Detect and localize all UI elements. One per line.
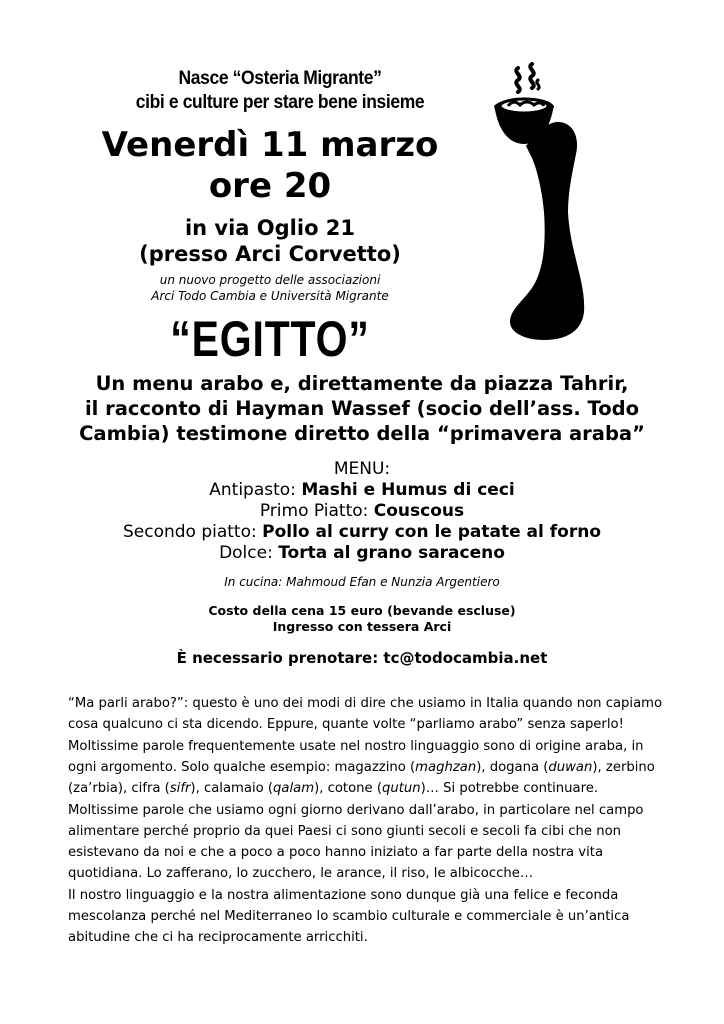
menu-item [20,480,704,502]
article-line [68,927,668,948]
article-text-segment: mescolanza perché nel Mediterraneo lo scambio culturale e commerciale è un’antica [68,909,630,924]
article-line [68,714,668,735]
steam-icon [537,80,539,89]
menu-course: Dolce: [219,543,279,563]
project-line-2: Arci Todo Cambia e Università Migrante [151,289,389,303]
entry-requirement: Ingresso con tessera Arci [272,619,452,634]
article-text-segment: Moltissime parole che usiamo ogni giorno derivano dall’arabo, in particolare nel campo [68,802,644,818]
menu-dish: Pollo al curry con le patate al forno [262,522,602,542]
steam-icon [530,64,533,88]
event-date: Venerdì 11 marzo [101,125,439,165]
article-line [68,906,668,927]
arabic-word: qalam [273,781,315,797]
article-text-segment: ogni argomento. Solo qualche esempio: magazzino ( [68,759,416,775]
article-line [68,736,668,757]
waiter-bowl-illustration [488,62,588,342]
article-text-segment: Moltissime parole frequentemente usate nel nostro linguaggio sono di origine araba, in [68,738,644,754]
arabic-word: qutun [381,781,421,797]
article-text-segment: Il nostro linguaggio e la nostra alimentazione sono dunque già una felice e feconda [68,887,619,903]
article-text-segment: “Ma parli arabo?”: questo è uno dei modi di dire che usiamo in Italia quando non capiamo [68,696,663,711]
menu-item [20,522,704,544]
article-text-segment: alimentare perché proprio da quei Paesi ci sono giunti secoli e secoli fa cibi che non [68,823,622,839]
menu-dish: Torta al grano saraceno [278,543,505,563]
event-venue: (presso Arci Corvetto) [139,242,401,266]
event-time: ore 20 [208,166,332,206]
article-text-segment: esistevano da noi e che a poco a poco hanno iniziato a far parte della nostra vita [68,845,604,861]
menu-item [20,501,704,523]
arabic-word: maghzan [415,759,477,775]
event-tagline-title: Nasce “Osteria Migrante” [178,68,382,89]
article-text-segment: )… Si potrebbe continuare. [420,781,599,797]
intro-line: il racconto di Hayman Wassef (socio dell’ass. Todo [84,397,640,420]
article-line [68,693,668,714]
article-text-segment: ), dogana ( [476,759,549,775]
intro-line: Un menu arabo e, direttamente da piazza Tahrir, [95,372,629,395]
arabic-word: duwan [548,759,593,775]
arabic-word: sifr [169,781,191,797]
steam-icon [516,68,519,92]
figure-silhouette [510,122,584,340]
article-text-segment: quotidiana. Lo zafferano, lo zucchero, le arance, il riso, le albicocche… [68,866,534,882]
article-line [68,842,668,863]
project-line-1: un nuovo progetto delle associazioni [159,273,381,287]
article-line [68,778,668,799]
event-address: in via Oglio 21 [184,216,356,240]
menu-course: Primo Piatto: [259,501,374,521]
event-tagline-subtitle: cibi e culture per stare bene insieme [135,92,425,113]
dinner-cost: Costo della cena 15 euro (bevande escluse) [208,603,516,618]
article-text-segment: (za’rbia), cifra ( [68,781,170,797]
menu-dish: Couscous [373,501,465,521]
theme-title: “EGITTO” [170,311,370,367]
menu-course: Secondo piatto: [122,522,263,542]
article-text-segment: cosa qualcuno ci sta dicendo. Eppure, quante volte “parliamo arabo” senza saperlo! [68,717,624,733]
article-text-segment: ), calamaio ( [190,781,274,797]
article-text-segment: abitudine che ci ha reciprocamente arricchiti. [68,930,368,946]
article-text-segment: ), cotone ( [314,781,382,797]
menu-course: Antipasto: [209,480,302,500]
article-line [68,757,668,778]
article-line [68,821,668,842]
cooks-credit: In cucina: Mahmoud Efan e Nunzia Argentiero [224,575,500,589]
menu-item [20,543,704,565]
article-text-segment: ), zerbino [592,759,655,775]
menu-title: MENU: [333,459,391,479]
booking-info: È necessario prenotare: tc@todocambia.net [176,649,548,667]
intro-line: Cambia) testimone diretto della “primavera araba” [79,422,645,445]
article-line [68,863,668,884]
article-line [68,885,668,906]
menu-dish: Mashi e Humus di ceci [301,480,515,500]
article-line [68,800,668,821]
